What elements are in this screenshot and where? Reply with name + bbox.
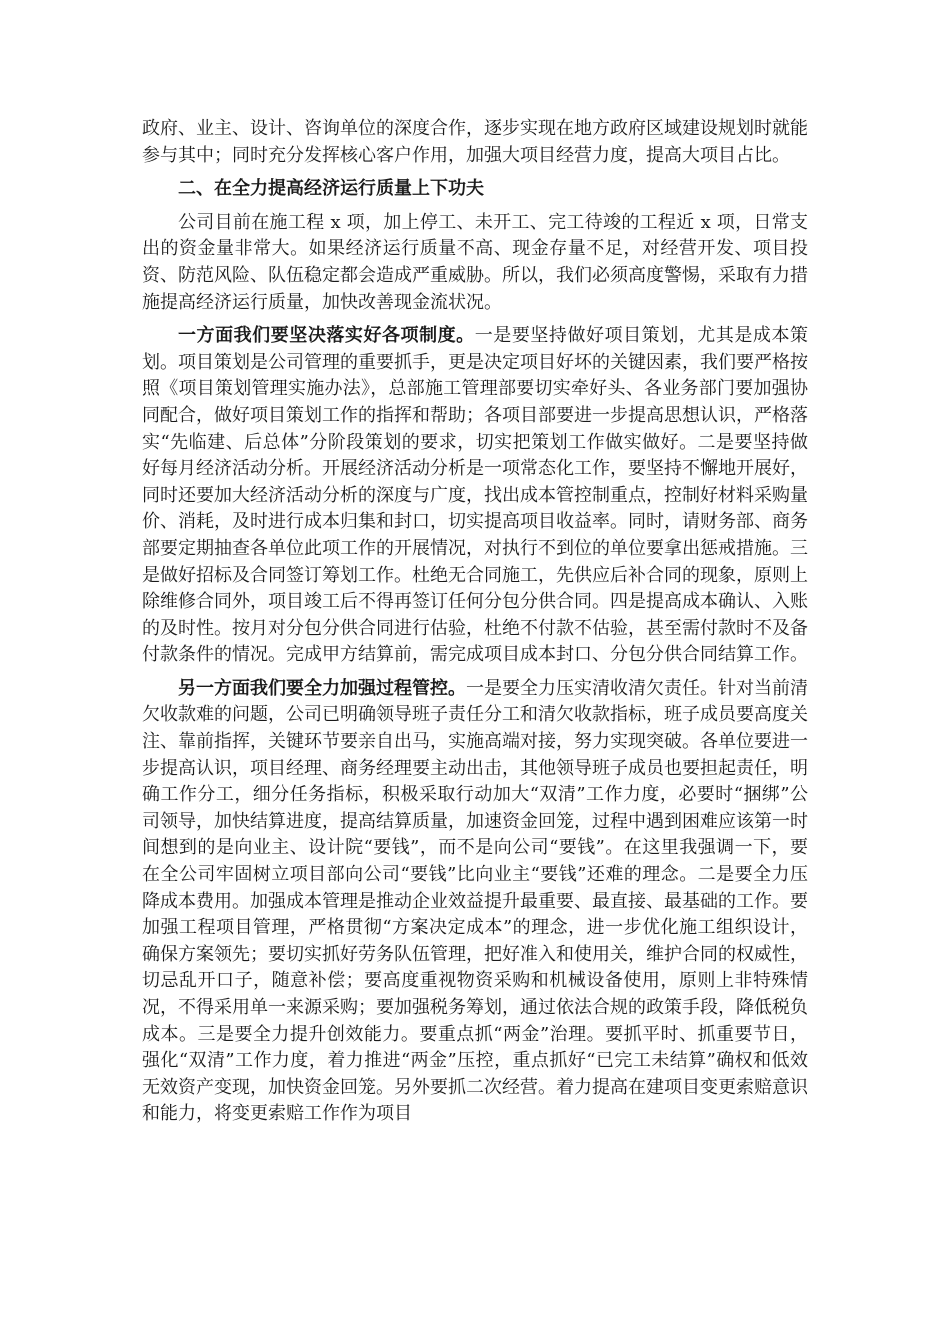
paragraph-economic-quality: 公司目前在施工程 x 项，加上停工、未开工、完工待竣的工程近 x 项，日常支出的资金量非常大。如果经济运行质量不高、现金存量不足，对经营开发、项目投资、防范风险、队伍稳定都会造成严重威胁。所以，我们必须高度警惕，采取有力措施提高经济运行质量，加快改善现金流状况。 bbox=[142, 211, 808, 313]
paragraph-intro: 政府、业主、设计、咨询单位的深度合作，逐步实现在地方政府区域建设规划时就能参与其中；同时充分发挥核心客户作用，加强大项目经营力度，提高大项目占比。 bbox=[142, 118, 808, 166]
paragraph-systems bbox=[142, 323, 808, 669]
paragraph-systems-body: 一是要坚持做好项目策划，尤其是成本策划。项目策划是公司管理的重要抓手，更是决定项目好坏的关键因素，我们要严格按照《项目策划管理实施办法》，总部施工管理部要切实牵好头、各业务部门要加强协同配合，做好项目策划工作的指挥和帮助；各项目部要进一步提高思想认识，严格落实“先临建、后总体”分阶段策划的要求，切实把策划工作做实做好。二是要坚持做好每月经济活动分析。开展经济活动分析是一项常态化工作，要坚持不懈地开展好，同时还要加大经济活动分析的深度与广度，找出成本管控制重点，控制好材料采购量价、消耗，及时进行成本归集和封口，切实提高项目收益率。同时，请财务部、商务部要定期抽查各单位此项工作的开展情况，对执行不到位的单位要拿出惩戒措施。三是做好招标及合同签订筹划工作。杜绝无合同施工，先供应后补合同的现象，原则上除维修合同外，项目竣工后不得再签订任何分包分供合同。四是提高成本确认、入账的及时性。按月对分包分供合同进行估验，杜绝不付款不估验，甚至需付款时不及备付款条件的情况。完成甲方结算前，需完成项目成本封口、分包分供合同结算工作。 bbox=[142, 325, 809, 666]
paragraph-process-control bbox=[142, 676, 808, 1128]
paragraph-process-control-lead: 另一方面我们要全力加强过程管控。 bbox=[178, 677, 466, 699]
paragraph-process-control-body: 一是要全力压实清收清欠责任。针对当前清欠收款难的问题，公司已明确领导班子责任分工和清欠收款指标，班子成员要高度关注、靠前指挥，关键环节要亲自出马，实施高端对接，努力实现突破。各单位要进一步提高认识，项目经理、商务经理要主动出击，其他领导班子成员也要担起责任，明确工作分工，细分任务指标，积极采取行动加大“双清”工作力度，必要时“捆绑”公司领导，加快结算进度，提高结算质量，加速资金回笼，过程中遇到困难应该第一时间想到的是向业主、设计院“要钱”，而不是向公司“要钱”。在这里我强调一下，要在全公司牢固树立项目部向公司“要钱”比向业主“要钱”还难的理念。二是要全力压降成本费用。加强成本管理是推动企业效益提升最重要、最直接、最基础的工作。要加强工程项目管理，严格贯彻“方案决定成本”的理念，进一步优化施工组织设计，确保方案领先；要切实抓好劳务队伍管理，把好准入和使用关，维护合同的权威性，切忌乱开口子，随意补偿；要高度重视物资采购和机械设备使用，原则上非特殊情况，不得采用单一来源采购；要加强税务筹划，通过依法合规的政策手段，降低税负成本。三是要全力提升创效能力。要重点抓“两金”治理。要抓平时、抓重要节日，强化“双清”工作力度，着力推进“两金”压控，重点抓好“已完工未结算”确权和低效无效资产变现，加快资金回笼。另外要抓二次经营。着力提高在建项目变更索赔意识和能力，将变更索赔工作作为项目 bbox=[142, 677, 808, 1125]
section-heading: 二、在全力提高经济运行质量上下功夫 bbox=[178, 178, 484, 200]
document-page bbox=[142, 116, 808, 1128]
paragraph-systems-lead: 一方面我们要坚决落实好各项制度。 bbox=[178, 325, 475, 347]
